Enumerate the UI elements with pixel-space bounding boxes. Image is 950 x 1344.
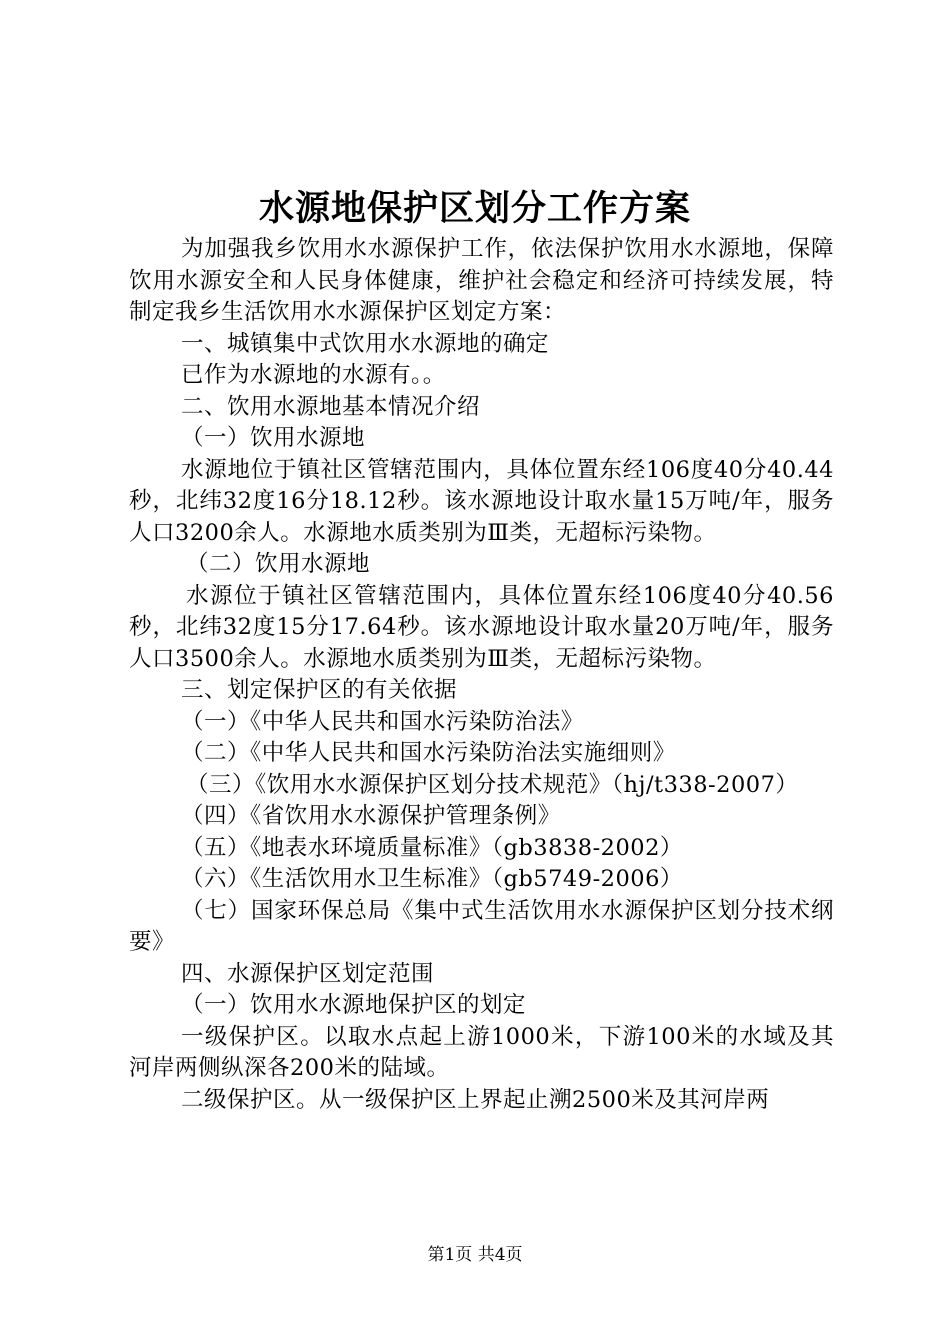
list-item: （七）国家环保总局《集中式生活饮用水水源保护区划分技术纲要》 xyxy=(129,897,834,955)
list-item: （二）《中华人民共和国水污染防治法实施细则》 xyxy=(181,740,676,766)
list-item: （五）《地表水环境质量标准》（gb3838-2002） xyxy=(181,834,683,861)
page-footer: 第1页 共4页 xyxy=(427,1245,523,1265)
paragraph: 水源位于镇社区管辖范围内，具体位置东经106度40分40.56秒，北纬32度15分17.64秒。该水源地设计取水量20万吨/年，服务人口3500余人。水源地水质类别为Ⅲ类，无超标污染物。 xyxy=(129,582,834,672)
subsection-heading: （一）饮用水水源地保护区的划定 xyxy=(181,992,527,1018)
paragraph: 一级保护区。以取水点起上游1000米，下游100米的水域及其河岸两侧纵深各200米的陆域。 xyxy=(129,1023,834,1081)
document-body xyxy=(129,234,834,1116)
subsection-heading: （二）饮用水源地 xyxy=(186,551,371,577)
subsection-heading: （一）饮用水源地 xyxy=(181,425,366,451)
list-item: （一）《中华人民共和国水污染防治法》 xyxy=(181,708,584,735)
paragraph: 已作为水源地的水源有。。 xyxy=(181,362,446,388)
section-heading: 一、城镇集中式饮用水水源地的确定 xyxy=(181,330,550,357)
document-title: 水源地保护区划分工作方案 xyxy=(258,188,691,229)
list-item: （六）《生活饮用水卫生标准》（gb5749-2006） xyxy=(181,866,683,892)
paragraph: 水源地位于镇社区管辖范围内，具体位置东经106度40分40.44秒，北纬32度16分18.12秒。该水源地设计取水量15万吨/年，服务人口3200余人。水源地水质类别为Ⅲ类，无超标污染物。 xyxy=(129,456,834,546)
paragraph: 二级保护区。从一级保护区上界起止溯2500米及其河岸两 xyxy=(181,1086,770,1113)
section-heading: 四、水源保护区划定范围 xyxy=(181,960,435,987)
list-item: （三）《饮用水水源保护区划分技术规范》（hj/t338-2007） xyxy=(186,771,799,798)
list-item: （四）《省饮用水水源保护管理条例》 xyxy=(181,803,561,829)
paragraph: 为加强我乡饮用水水源保护工作，依法保护饮用水水源地，保障饮用水源安全和人民身体健康，维护社会稳定和经济可持续发展，特制定我乡生活饮用水水源保护区划定方案： xyxy=(129,236,834,325)
section-heading: 三、划定保护区的有关依据 xyxy=(181,677,458,703)
section-heading: 二、饮用水源地基本情况介绍 xyxy=(181,393,481,420)
